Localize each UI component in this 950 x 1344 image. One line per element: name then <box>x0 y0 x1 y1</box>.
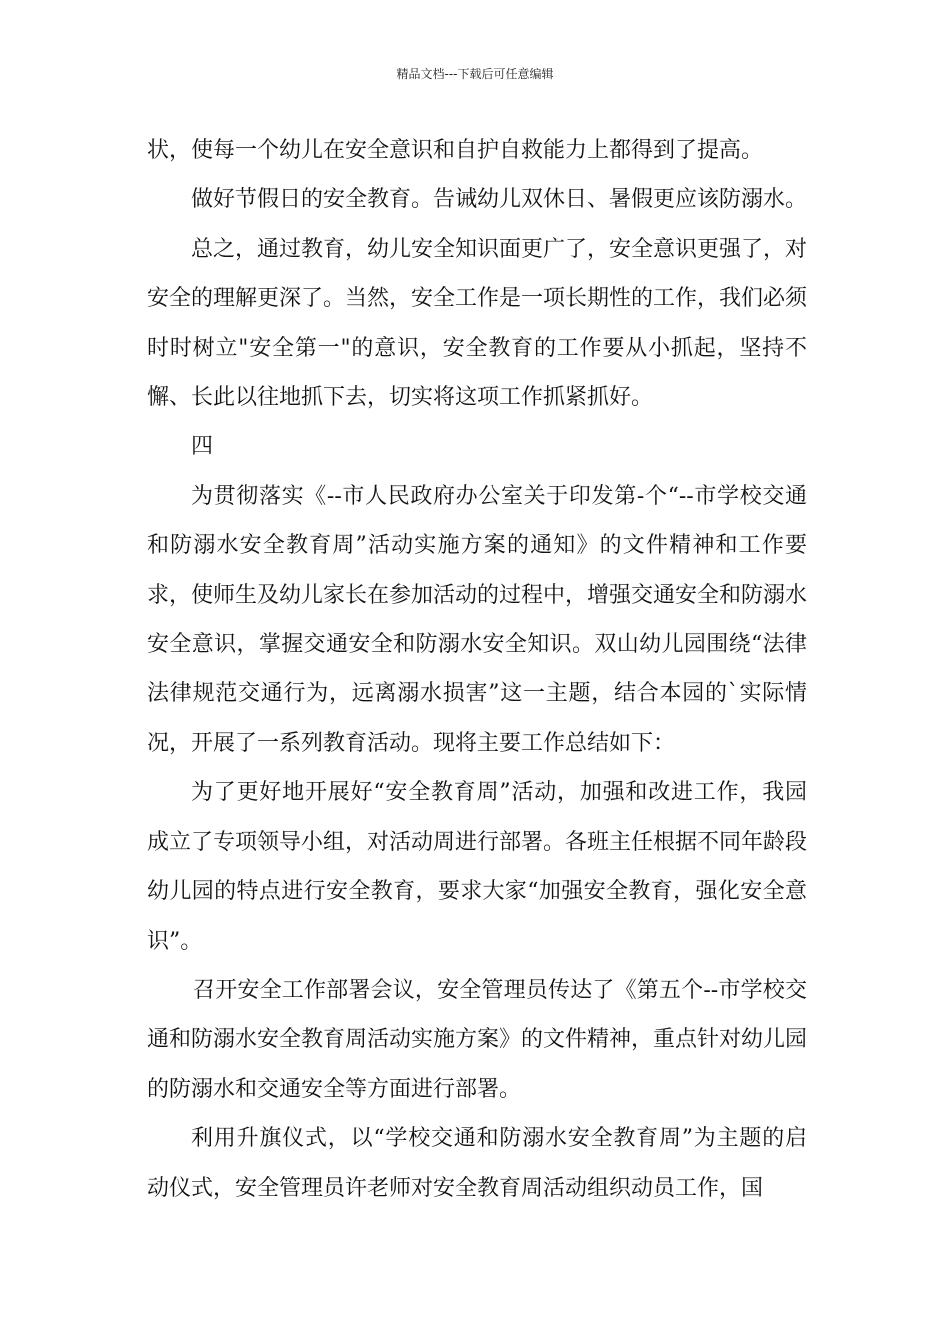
paragraph-3: 总之，通过教育，幼儿安全知识面更广了，安全意识更强了，对安全的理解更深了。当然，安全工作是一项长期性的工作，我们必须时时树立"安全第一"的意识，安全教育的工作要从小抓起，坚持不懈、长此以往地抓下去，切实将这项工作抓紧抓好。 <box>147 236 808 411</box>
paragraph-7: 召开安全工作部署会议，安全管理员传达了《第五个--市学校交通和防溺水安全教育周活动实施方案》的文件精神，重点针对幼儿园的防溺水和交通安全等方面进行部署。 <box>147 977 808 1102</box>
page-header: 精品文档---下载后可任意编辑 <box>396 67 554 81</box>
paragraph-5: 为贯彻落实《--市人民政府办公室关于印发第-个“--市学校交通和防溺水安全教育周”活动实施方案的通知》的文件精神和工作要求，使师生及幼儿家长在参加活动的过程中，增强交通安全和防溺水安全意识，掌握交通安全和防溺水安全知识。双山幼儿园围绕“法律法律规范交通行为，远离溺水损害”这一主题，结合本园的`实际情况，开展了一系列教育活动。现将主要工作总结如下： <box>147 483 808 756</box>
section-number: 四 <box>191 434 214 460</box>
paragraph-2: 做好节假日的安全教育。告诫幼儿双休日、暑假更应该防溺水。 <box>191 187 808 213</box>
paragraph-1: 状，使每一个幼儿在安全意识和自护自救能力上都得到了提高。 <box>147 138 764 163</box>
paragraph-8: 利用升旗仪式，以“学校交通和防溺水安全教育周”为主题的启动仪式，安全管理员许老师对安全教育周活动组织动员工作，国 <box>147 1126 807 1201</box>
paragraph-6: 为了更好地开展好“安全教育周”活动，加强和改进工作，我园成立了专项领导小组，对活动周进行部署。各班主任根据不同年龄段幼儿园的特点进行安全教育，要求大家“加强安全教育，强化安全意识”。 <box>147 780 808 954</box>
document-body <box>147 126 807 1213</box>
